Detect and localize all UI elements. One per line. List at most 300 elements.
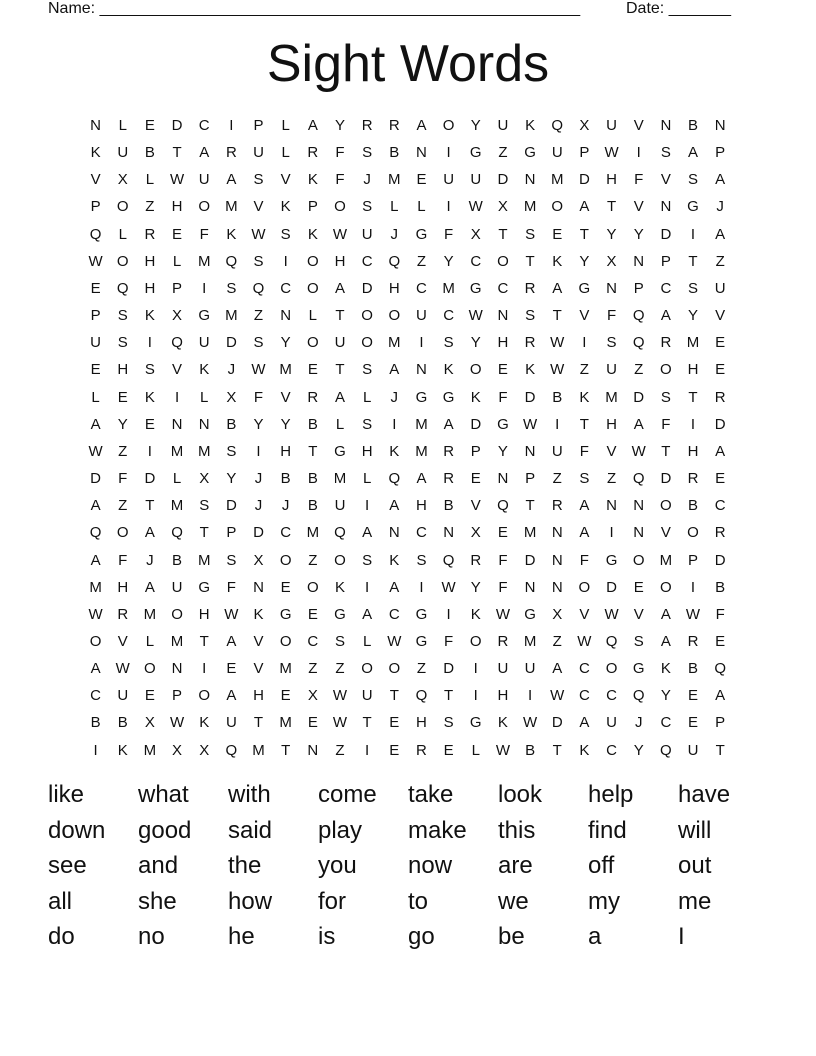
grid-letter: E <box>226 660 237 678</box>
grid-letter: E <box>280 687 291 705</box>
grid-letter: Y <box>253 415 264 433</box>
grid-letter: V <box>280 171 291 189</box>
grid-letter: O <box>198 198 211 216</box>
page-title: Sight Words <box>266 35 550 93</box>
grid-letter: S <box>660 388 671 406</box>
grid-letter: G <box>469 714 482 732</box>
grid-letter: B <box>226 415 237 433</box>
word-bank-item: me <box>678 887 712 915</box>
grid-letter: S <box>362 551 373 569</box>
grid-row <box>82 438 734 465</box>
grid-letter: H <box>416 714 427 732</box>
grid-letter: F <box>444 632 454 650</box>
grid-letter: H <box>388 279 400 297</box>
grid-letter: O <box>116 524 129 542</box>
grid-letter: D <box>660 470 672 488</box>
word-bank-item: good <box>138 816 192 844</box>
grid-letter: K <box>307 171 318 189</box>
grid-letter: M <box>225 198 238 216</box>
grid-letter: G <box>198 578 211 596</box>
grid-letter: Z <box>118 442 128 460</box>
grid-letter: K <box>389 442 400 460</box>
grid-letter: H <box>606 171 617 189</box>
grid-row <box>82 275 734 302</box>
grid-letter: A <box>660 605 671 623</box>
word-bank-item: the <box>228 852 262 879</box>
grid-letter: U <box>117 687 129 705</box>
grid-letter: S <box>280 225 291 243</box>
grid-letter: M <box>197 252 211 270</box>
grid-letter: S <box>144 361 155 379</box>
grid-letter: A <box>579 714 590 732</box>
grid-letter: Q <box>388 252 401 270</box>
grid-letter: T <box>688 388 698 406</box>
grid-letter: T <box>145 497 155 515</box>
grid-letter: T <box>715 741 725 759</box>
grid-letter: C <box>443 307 455 325</box>
grid-letter: S <box>362 415 373 433</box>
word-bank-item: go <box>408 923 435 950</box>
grid-letter: E <box>90 279 101 297</box>
grid-letter: K <box>226 225 237 243</box>
grid-letter: V <box>715 307 726 325</box>
grid-letter: V <box>606 442 617 460</box>
grid-letter: O <box>660 578 672 596</box>
grid-letter: D <box>171 117 183 134</box>
word-bank-item: down <box>48 816 106 844</box>
grid-letter: G <box>334 605 346 623</box>
grid-letter: T <box>281 741 291 759</box>
grid-letter: W <box>522 415 538 433</box>
grid-letter: V <box>633 117 644 134</box>
grid-row <box>82 356 734 383</box>
grid-letter: O <box>279 551 292 569</box>
grid-letter: W <box>631 442 646 460</box>
grid-letter: E <box>497 361 508 379</box>
grid-letter: S <box>660 144 671 162</box>
word-bank-item: have <box>678 781 731 808</box>
grid-letter: Y <box>226 470 237 488</box>
grid-letter: L <box>91 388 100 406</box>
word-bank <box>48 777 788 955</box>
grid-letter: I <box>555 415 560 433</box>
grid-letter: Y <box>633 741 644 759</box>
grid-letter: C <box>198 117 210 134</box>
grid-letter: Y <box>334 117 345 134</box>
grid-letter: U <box>606 361 617 379</box>
word-search-grid <box>82 112 734 764</box>
grid-letter: V <box>253 632 264 650</box>
grid-letter: G <box>415 605 428 623</box>
grid-letter: X <box>144 714 155 732</box>
grid-letter: O <box>89 632 102 650</box>
grid-letter: Z <box>416 252 427 270</box>
grid-letter: S <box>362 144 373 162</box>
grid-letter: B <box>117 714 128 732</box>
grid-letter: F <box>498 388 508 406</box>
grid-letter: X <box>579 117 590 134</box>
word-bank-item: do <box>48 923 75 950</box>
grid-letter: F <box>498 578 508 596</box>
grid-letter: R <box>470 551 482 569</box>
grid-letter: Y <box>470 117 481 134</box>
grid-letter: Y <box>443 252 454 270</box>
word-bank-row <box>48 919 788 955</box>
grid-letter: S <box>226 279 237 297</box>
word-bank-item: to <box>408 887 429 915</box>
grid-letter: F <box>634 171 644 189</box>
grid-letter: W <box>468 307 483 325</box>
grid-letter: C <box>388 605 400 623</box>
grid-row <box>82 139 734 166</box>
grid-letter: N <box>551 524 563 542</box>
grid-letter: Z <box>416 660 427 678</box>
grid-letter: K <box>389 551 400 569</box>
grid-letter: H <box>361 442 373 460</box>
word-bank-item: come <box>318 781 377 808</box>
word-bank-item: with <box>228 781 271 808</box>
grid-letter: Q <box>171 334 183 352</box>
grid-letter: P <box>525 470 536 488</box>
grid-letter: N <box>171 415 183 433</box>
grid-letter: Z <box>145 198 155 216</box>
grid-letter: W <box>387 632 402 650</box>
grid-row <box>82 384 734 411</box>
grid-letter: X <box>470 524 481 542</box>
grid-letter: A <box>144 524 155 542</box>
grid-letter: I <box>365 578 370 596</box>
grid-letter: G <box>334 442 346 460</box>
grid-letter: T <box>335 307 345 325</box>
grid-letter: Z <box>308 551 318 569</box>
grid-letter: K <box>579 388 590 406</box>
grid-letter: W <box>88 252 103 270</box>
grid-letter: A <box>715 225 726 243</box>
grid-letter: A <box>90 415 101 433</box>
grid-row <box>82 248 734 275</box>
grid-letter: H <box>687 361 699 379</box>
grid-letter: G <box>415 225 428 243</box>
grid-letter: M <box>89 578 102 596</box>
grid-letter: T <box>525 497 535 515</box>
grid-letter: I <box>174 388 180 406</box>
grid-letter: R <box>660 334 672 352</box>
grid-letter: A <box>715 171 726 189</box>
grid-letter: I <box>419 334 424 352</box>
grid-letter: K <box>307 225 318 243</box>
grid-letter: V <box>633 605 644 623</box>
grid-letter: I <box>365 497 370 515</box>
grid-letter: M <box>415 415 428 433</box>
grid-row <box>82 302 734 329</box>
grid-letter: J <box>390 388 399 406</box>
grid-letter: E <box>280 578 291 596</box>
word-bank-item: make <box>408 816 467 844</box>
grid-letter: W <box>169 171 185 189</box>
grid-letter: O <box>469 632 482 650</box>
grid-letter: N <box>90 117 101 134</box>
grid-letter: F <box>606 307 617 325</box>
grid-letter: E <box>715 470 726 488</box>
grid-letter: H <box>497 687 509 705</box>
grid-letter: B <box>307 497 318 515</box>
grid-letter: N <box>497 307 509 325</box>
grid-letter: C <box>307 632 319 650</box>
grid-letter: K <box>525 361 536 379</box>
grid-letter: Y <box>280 415 291 433</box>
grid-letter: N <box>524 171 536 189</box>
grid-letter: E <box>497 524 508 542</box>
grid-row <box>82 547 734 574</box>
grid-letter: K <box>144 388 155 406</box>
grid-letter: A <box>334 388 345 406</box>
grid-letter: A <box>389 497 400 515</box>
grid-letter: B <box>688 660 699 678</box>
word-bank-item: she <box>138 887 177 915</box>
grid-letter: W <box>169 714 185 732</box>
grid-letter: I <box>473 660 478 678</box>
grid-letter: U <box>225 714 237 732</box>
grid-letter: D <box>714 551 726 569</box>
word-bank-item: how <box>228 887 273 915</box>
grid-letter: K <box>199 714 210 732</box>
grid-row <box>82 193 734 220</box>
grid-letter: A <box>579 198 590 216</box>
grid-letter: E <box>389 741 400 759</box>
grid-letter: A <box>90 551 101 569</box>
grid-letter: A <box>90 660 101 678</box>
grid-letter: J <box>227 361 236 379</box>
grid-letter: R <box>443 442 455 460</box>
grid-letter: L <box>281 117 290 134</box>
grid-letter: K <box>253 605 264 623</box>
grid-letter: U <box>416 307 427 325</box>
grid-letter: Y <box>633 225 644 243</box>
grid-letter: Y <box>660 687 671 705</box>
grid-letter: W <box>604 144 619 162</box>
grid-letter: Y <box>497 442 508 460</box>
grid-letter: U <box>90 334 101 352</box>
grid-letter: U <box>497 660 509 678</box>
grid-letter: E <box>117 388 128 406</box>
grid-letter: O <box>469 361 482 379</box>
grid-letter: B <box>307 415 318 433</box>
grid-letter: O <box>144 660 156 678</box>
grid-letter: X <box>552 605 563 623</box>
grid-letter: K <box>552 252 563 270</box>
grid-letter: H <box>606 415 617 433</box>
grid-letter: Q <box>89 225 102 243</box>
grid-letter: Z <box>715 252 725 270</box>
grid-letter: O <box>660 497 672 515</box>
grid-letter: M <box>170 497 184 515</box>
grid-letter: M <box>605 388 618 406</box>
grid-letter: P <box>172 279 183 297</box>
grid-letter: R <box>714 524 726 542</box>
grid-letter: I <box>690 225 696 243</box>
grid-letter: D <box>551 714 563 732</box>
grid-letter: S <box>253 252 264 270</box>
grid-letter: V <box>660 171 671 189</box>
grid-letter: Y <box>606 225 617 243</box>
grid-letter: R <box>361 117 373 134</box>
grid-letter: R <box>714 388 726 406</box>
grid-letter: N <box>714 117 726 134</box>
grid-letter: G <box>578 279 591 297</box>
grid-row <box>82 737 734 764</box>
grid-letter: A <box>660 307 671 325</box>
grid-letter: P <box>90 198 101 216</box>
grid-letter: W <box>550 687 565 705</box>
grid-letter: H <box>416 497 427 515</box>
grid-letter: A <box>144 578 155 596</box>
grid-letter: L <box>362 388 372 406</box>
grid-letter: I <box>419 578 424 596</box>
grid-letter: A <box>416 117 427 134</box>
word-bank-item: take <box>408 781 454 808</box>
grid-letter: S <box>633 632 644 650</box>
grid-letter: E <box>715 632 726 650</box>
word-bank-item: and <box>138 852 179 879</box>
grid-row <box>82 574 734 601</box>
grid-letter: Z <box>634 361 644 379</box>
grid-letter: A <box>552 279 563 297</box>
grid-letter: E <box>144 117 155 134</box>
grid-letter: C <box>361 252 373 270</box>
grid-letter: N <box>606 279 617 297</box>
grid-letter: H <box>198 605 210 623</box>
grid-letter: Z <box>118 497 128 515</box>
grid-letter: W <box>522 714 538 732</box>
grid-letter: W <box>550 334 565 352</box>
word-bank-row <box>48 813 788 849</box>
grid-letter: X <box>199 741 210 759</box>
word-bank-item: look <box>498 781 543 808</box>
grid-letter: R <box>225 144 237 162</box>
grid-letter: Q <box>632 470 645 488</box>
word-bank-item: my <box>588 887 620 915</box>
grid-letter: J <box>716 198 724 216</box>
grid-letter: A <box>226 632 237 650</box>
grid-letter: Q <box>171 524 183 542</box>
grid-letter: V <box>579 605 590 623</box>
grid-letter: Z <box>308 660 318 678</box>
grid-letter: A <box>660 632 671 650</box>
grid-letter: O <box>388 307 401 325</box>
grid-letter: J <box>146 551 154 569</box>
grid-letter: E <box>633 578 644 596</box>
grid-letter: K <box>470 605 481 623</box>
grid-letter: W <box>577 632 592 650</box>
grid-letter: Q <box>632 307 645 325</box>
grid-letter: U <box>497 117 509 134</box>
grid-letter: O <box>198 687 211 705</box>
grid-letter: S <box>253 334 264 352</box>
grid-letter: L <box>118 117 127 134</box>
grid-letter: N <box>633 252 645 270</box>
grid-letter: E <box>470 470 481 488</box>
grid-letter: I <box>446 144 451 162</box>
grid-letter: I <box>582 334 587 352</box>
grid-letter: H <box>253 687 264 705</box>
date-field-line: Date: _______ <box>626 0 731 17</box>
grid-letter: V <box>633 198 644 216</box>
word-bank-item: no <box>138 923 165 950</box>
grid-letter: E <box>688 714 699 732</box>
grid-letter: R <box>307 144 319 162</box>
word-bank-item: for <box>318 887 347 915</box>
grid-letter: E <box>307 714 318 732</box>
grid-letter: I <box>256 442 261 460</box>
grid-letter: I <box>473 687 478 705</box>
grid-letter: H <box>334 252 346 270</box>
grid-letter: M <box>523 632 537 650</box>
grid-letter: P <box>253 117 264 134</box>
grid-letter: D <box>225 497 237 515</box>
grid-letter: R <box>687 632 699 650</box>
grid-letter: L <box>417 198 426 216</box>
grid-letter: M <box>279 714 292 732</box>
grid-letter: H <box>497 334 509 352</box>
grid-letter: O <box>632 551 645 569</box>
grid-row <box>82 519 734 546</box>
grid-letter: C <box>470 252 482 270</box>
grid-letter: D <box>633 388 645 406</box>
grid-letter: E <box>443 741 454 759</box>
grid-letter: H <box>144 279 156 297</box>
word-bank-item: he <box>228 923 255 950</box>
grid-letter: V <box>579 307 590 325</box>
grid-letter: I <box>392 415 397 433</box>
grid-letter: Y <box>117 415 128 433</box>
grid-letter: W <box>332 687 348 705</box>
grid-letter: S <box>362 361 373 379</box>
grid-letter: M <box>225 307 238 325</box>
grid-letter: G <box>469 279 482 297</box>
grid-letter: M <box>659 551 673 569</box>
grid-letter: X <box>117 171 128 189</box>
grid-letter: T <box>335 361 345 379</box>
grid-letter: R <box>524 279 536 297</box>
grid-letter: U <box>361 225 373 243</box>
grid-letter: R <box>144 225 156 243</box>
grid-letter: F <box>661 415 671 433</box>
grid-letter: Z <box>335 741 345 759</box>
grid-row <box>82 682 734 709</box>
grid-letter: V <box>253 198 264 216</box>
grid-letter: U <box>198 171 210 189</box>
grid-letter: B <box>688 117 699 134</box>
grid-letter: Q <box>252 279 265 297</box>
grid-letter: T <box>525 252 535 270</box>
grid-letter: I <box>229 117 234 134</box>
grid-letter: L <box>335 415 345 433</box>
grid-letter: T <box>579 415 589 433</box>
grid-letter: O <box>306 578 319 596</box>
grid-letter: I <box>446 198 451 216</box>
grid-letter: N <box>524 442 536 460</box>
grid-letter: W <box>495 741 510 759</box>
grid-letter: G <box>469 144 482 162</box>
grid-letter: E <box>715 361 726 379</box>
grid-letter: T <box>498 225 508 243</box>
grid-letter: X <box>470 225 481 243</box>
grid-letter: B <box>525 741 536 759</box>
grid-letter: E <box>389 714 400 732</box>
word-bank-item: out <box>678 852 712 879</box>
grid-letter: F <box>715 605 725 623</box>
word-bank-item: see <box>48 852 87 879</box>
